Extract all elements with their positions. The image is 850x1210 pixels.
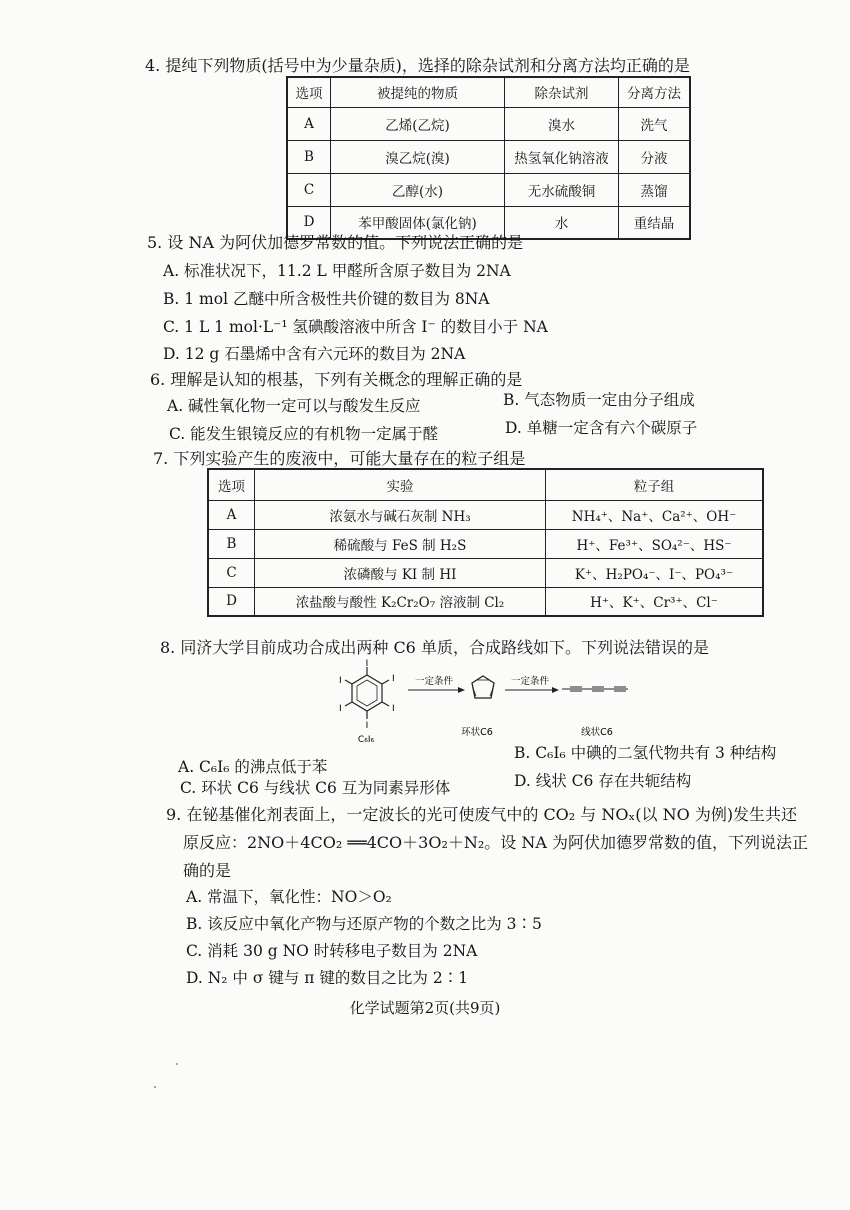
q7-cell: C [208,558,255,587]
iodine-label: I [365,721,369,731]
q5-option-d: D. 12 g 石墨烯中含有六元环的数目为 2NA [163,345,466,363]
q4-cell: 蒸馏 [619,173,691,206]
q7-cell: K⁺、H₂PO₄⁻、I⁻、PO₄³⁻ [546,558,764,587]
q9-option-b: B. 该反应中氧化产物与还原产物的个数之比为 3∶5 [186,915,542,933]
q7-cell: A [208,500,255,529]
c6i6-label: C₆I₆ [357,735,375,745]
q7-cell: 稀硫酸与 FeS 制 H₂S [255,529,546,558]
q4-cell: 分液 [619,140,691,173]
q6-stem: 6. 理解是认知的根基，下列有关概念的理解正确的是 [150,370,523,389]
iodine-label: I [392,704,395,714]
q7-cell: H⁺、K⁺、Cr³⁺、Cl⁻ [546,587,764,616]
scan-speck [154,1086,156,1088]
arrow1-condition: 一定条件 [414,676,454,687]
q4-cell: 溴水 [505,107,619,140]
q7-header: 粒子组 [546,469,764,500]
iodine-label: I [365,659,369,669]
q4-cell: 苯甲酸固体(氯化钠) [331,206,505,239]
q8-option-c: C. 环状 C6 与线状 C6 互为同素异形体 [180,779,451,797]
q7-cell: D [208,587,255,616]
q7-header: 实验 [255,469,546,500]
linear-c6-structure [562,687,628,691]
q4-cell: B [287,140,331,173]
arrowhead-1 [458,687,465,693]
q4-cell: 溴乙烷(溴) [331,140,505,173]
arrowhead-2 [552,687,559,693]
q4-cell: 热氢氧化钠溶液 [505,140,619,173]
c6-synthesis-diagram [330,658,640,748]
q4-cell: 乙烯(乙烷) [331,107,505,140]
c6i6-structure [345,667,389,719]
q4-cell: 无水硫酸铜 [505,173,619,206]
q9-option-d: D. N₂ 中 σ 键与 π 键的数目之比为 2∶1 [186,969,469,987]
q9-stem-line1: 9. 在铋基催化剂表面上，一定波长的光可使废气中的 CO₂ 与 NOₓ(以 NO 为例)发生共还 [166,805,798,824]
iodine-label: I [339,704,342,714]
iodine-label: I [392,674,395,684]
q6-option-c: C. 能发生银镜反应的有机物一定属于醛 [169,425,439,443]
q4-header: 被提纯的物质 [331,77,505,107]
cyclic-c6-structure [472,676,494,698]
q7-cell: H⁺、Fe³⁺、SO₄²⁻、HS⁻ [546,529,764,558]
q4-cell: A [287,107,331,140]
q4-cell: 乙醇(水) [331,173,505,206]
q4-header: 除杂试剂 [505,77,619,107]
linear-c6-label: 线状C6 [581,727,613,738]
q8-option-a: A. C₆I₆ 的沸点低于苯 [178,758,328,776]
q6-option-a: A. 碱性氧化物一定可以与酸发生反应 [167,397,421,415]
q4-cell: 水 [505,206,619,239]
q7-cell: 浓盐酸与酸性 K₂Cr₂O₇ 溶液制 Cl₂ [255,587,546,616]
q5-option-c: C. 1 L 1 mol·L⁻¹ 氢碘酸溶液中所含 I⁻ 的数目小于 NA [163,318,548,336]
q4-header: 分离方法 [619,77,691,107]
scan-speck [176,1063,178,1065]
q4-cell: 重结晶 [619,206,691,239]
q5-option-b: B. 1 mol 乙醚中所含极性共价键的数目为 8NA [163,290,490,308]
q7-cell: NH₄⁺、Na⁺、Ca²⁺、OH⁻ [546,500,764,529]
q7-table [207,468,764,617]
q4-cell: D [287,206,331,239]
q7-cell: B [208,529,255,558]
q8-stem: 8. 同济大学目前成功合成出两种 C6 单质，合成路线如下。下列说法错误的是 [160,638,709,657]
q9-option-a: A. 常温下，氧化性：NO＞O₂ [186,888,392,906]
page-footer: 化学试题第2页(共9页) [349,999,501,1017]
q9-option-c: C. 消耗 30 g NO 时转移电子数目为 2NA [186,942,478,960]
q4-stem: 4. 提纯下列物质(括号中为少量杂质)，选择的除杂试剂和分离方法均正确的是 [145,56,690,75]
cyclic-c6-label: 环状C6 [461,727,493,738]
q9-stem-line2: 原反应：2NO＋4CO₂ ══4CO＋3O₂＋N₂。设 NA 为阿伏加德罗常数的值，下列说法正 [183,833,808,852]
q4-cell: C [287,173,331,206]
q7-cell: 浓氨水与碱石灰制 NH₃ [255,500,546,529]
q8-option-b: B. C₆I₆ 中碘的二氢代物共有 3 种结构 [514,744,777,762]
iodine-label: I [339,676,342,686]
q5-option-a: A. 标准状况下，11.2 L 甲醛所含原子数目为 2NA [163,262,511,280]
q9-stem-line3: 确的是 [183,861,232,880]
q5-stem: 5. 设 NA 为阿伏加德罗常数的值。下列说法正确的是 [147,233,524,252]
q8-option-d: D. 线状 C6 存在共轭结构 [514,772,692,790]
q4-header: 选项 [287,77,331,107]
q6-option-b: B. 气态物质一定由分子组成 [503,391,695,409]
q4-cell: 洗气 [619,107,691,140]
q6-option-d: D. 单糖一定含有六个碳原子 [505,419,698,437]
q4-table [286,76,691,240]
arrow2-condition: 一定条件 [510,676,550,687]
q7-stem: 7. 下列实验产生的废液中，可能大量存在的粒子组是 [153,449,526,468]
q7-cell: 浓磷酸与 KI 制 HI [255,558,546,587]
q7-header: 选项 [208,469,255,500]
